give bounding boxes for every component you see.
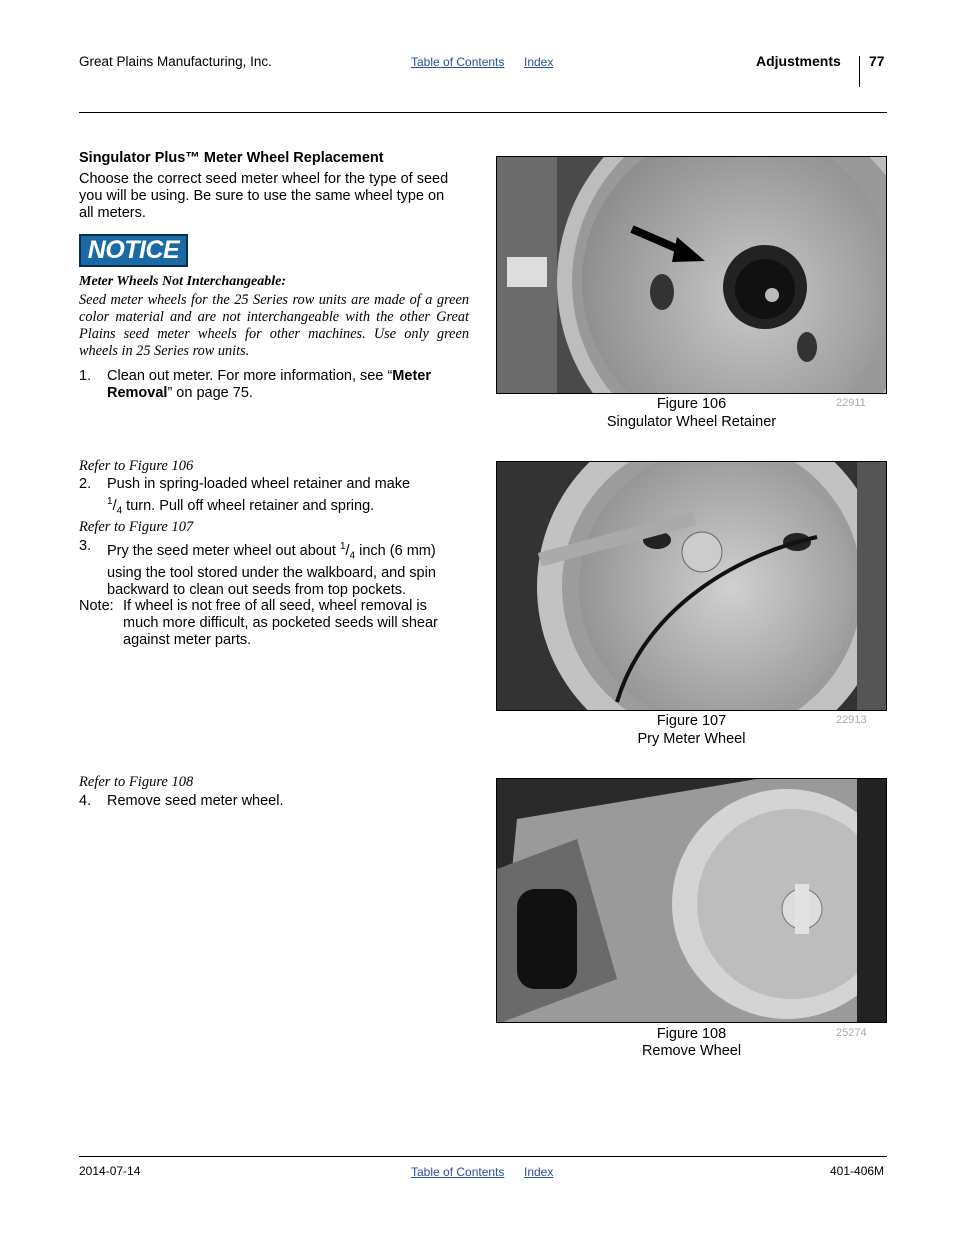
notice-text: Seed meter wheels for the 25 Series row units are made of a green color material and are not interchangeable with the other Great Plains seed meter wheels for other machines. Use only green wheels in 25 Series row units.: [79, 292, 469, 359]
step-2: Push in spring-loaded wheel retainer and make $^1/_4$ turn. Pull off wheel retainer and spring.: [107, 476, 411, 517]
figure-108-number: Figure 108: [656, 1026, 727, 1042]
figure-106-number: Figure 106: [656, 396, 727, 412]
header-index-link[interactable]: Index: [524, 55, 554, 69]
header-rule: [79, 112, 887, 113]
step-2-number: 2.: [79, 476, 92, 492]
ref-figure-107: Refer to Figure 107: [79, 519, 194, 535]
figure-108-id: 25274: [836, 1027, 867, 1039]
figure-106-caption: Singulator Wheel Retainer: [606, 414, 777, 430]
figure-106-id: 22911: [836, 397, 866, 409]
ref-figure-108: Refer to Figure 108: [79, 774, 194, 790]
header-divider: [859, 56, 860, 87]
step-3: Pry the seed meter wheel out about $^1/_4$ inch (6 mm) using the tool stored under the walkboard, and spin backward to clean out seeds from top pockets.: [107, 541, 436, 598]
step-1-number: 1.: [79, 368, 92, 384]
note-text: If wheel is not free of all seed, wheel removal is much more difficult, as pocketed seeds will shear against meter parts.: [123, 598, 438, 648]
footer-rule: [79, 1156, 887, 1157]
company-name: Great Plains Manufacturing, Inc.: [79, 54, 272, 69]
figure-106-photo: [496, 156, 887, 394]
notice-title: Meter Wheels Not Interchangeable:: [79, 274, 287, 289]
figure-107-caption: Pry Meter Wheel: [637, 731, 746, 747]
header-toc-link[interactable]: Table of Contents: [411, 55, 505, 69]
notice-badge: NOTICE: [79, 234, 188, 267]
footer-toc-link[interactable]: Table of Contents: [411, 1165, 505, 1179]
figure-107-number: Figure 107: [656, 713, 727, 729]
section-heading: Singulator Plus™ Meter Wheel Replacement: [79, 150, 384, 166]
footer-date: 2014-07-14: [79, 1164, 141, 1178]
note-label: Note:: [79, 598, 114, 614]
figure-107-photo: [496, 461, 887, 711]
step-1: Clean out meter. For more information, see “Meter Removal” on page 75.: [107, 368, 431, 401]
intro-text: Choose the correct seed meter wheel for the type of seed you will be using. Be sure to use the same wheel type on all meters.: [79, 171, 449, 221]
figure-108-photo: [496, 778, 887, 1023]
step-3-number: 3.: [79, 538, 92, 554]
step-4-number: 4.: [79, 793, 92, 809]
page-number: 77: [869, 53, 885, 69]
footer-doc-id: 401-406M: [830, 1164, 885, 1178]
figure-107-id: 22913: [836, 714, 867, 726]
ref-figure-106: Refer to Figure 106: [79, 458, 194, 474]
figure-108-caption: Remove Wheel: [641, 1043, 742, 1059]
footer-index-link[interactable]: Index: [524, 1165, 554, 1179]
section-title: Adjustments: [756, 53, 841, 69]
step-4: Remove seed meter wheel.: [107, 793, 284, 809]
